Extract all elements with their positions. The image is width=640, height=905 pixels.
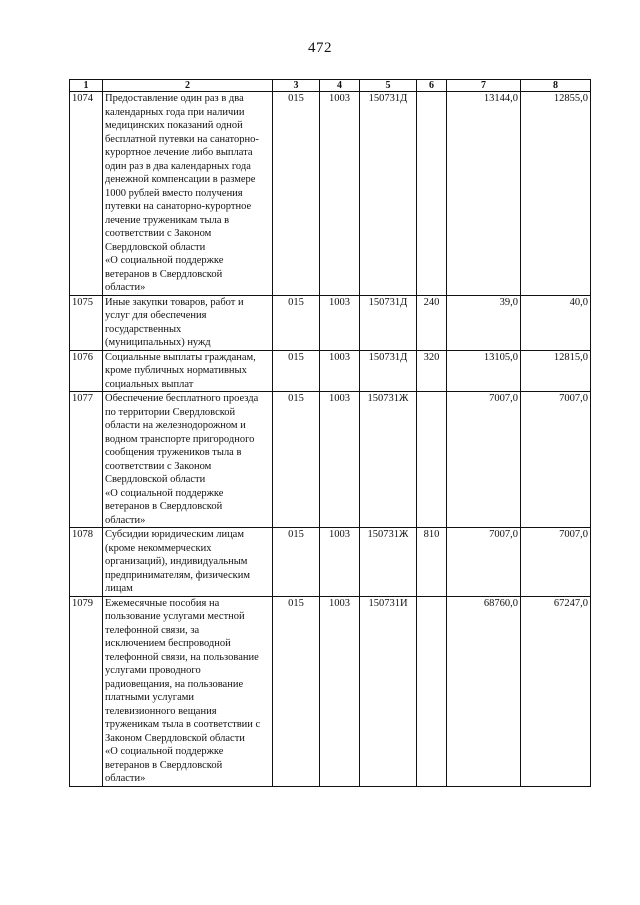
header-col-8: 8: [521, 80, 591, 92]
row-name: Обеспечение бесплатного проезда по территории Свердловской области на железнодорожном и водном транспорте пригородного сообщения тружеников тыла в соответствии с Законом Свердловской области «О социальной поддержке ветеранов в Свердловской области»: [103, 392, 273, 528]
table-row: [70, 350, 591, 392]
ministry-code: 015: [273, 295, 320, 350]
expense-type-code: [417, 392, 447, 528]
amount-col-8: 12855,0: [521, 92, 591, 296]
amount-col-7: 13144,0: [447, 92, 521, 296]
row-number: 1074: [70, 92, 103, 296]
table-row: [70, 392, 591, 528]
header-col-2: 2: [103, 80, 273, 92]
ministry-code: 015: [273, 528, 320, 597]
page-number: 472: [308, 40, 332, 56]
section-code: 1003: [320, 92, 360, 296]
table-row: [70, 528, 591, 597]
amount-col-7: 7007,0: [447, 528, 521, 597]
amount-col-7: 68760,0: [447, 596, 521, 786]
target-article-code: 150731И: [360, 596, 417, 786]
section-code: 1003: [320, 528, 360, 597]
header-col-5: 5: [360, 80, 417, 92]
row-name: Социальные выплаты гражданам, кроме публичных нормативных социальных выплат: [103, 350, 273, 392]
target-article-code: 150731Д: [360, 92, 417, 296]
amount-col-8: 40,0: [521, 295, 591, 350]
header-row: [70, 80, 591, 92]
expense-type-code: [417, 596, 447, 786]
expense-type-code: 240: [417, 295, 447, 350]
row-number: 1076: [70, 350, 103, 392]
amount-col-8: 7007,0: [521, 392, 591, 528]
header-col-4: 4: [320, 80, 360, 92]
row-number: 1079: [70, 596, 103, 786]
ministry-code: 015: [273, 350, 320, 392]
target-article-code: 150731Ж: [360, 528, 417, 597]
amount-col-8: 7007,0: [521, 528, 591, 597]
row-number: 1077: [70, 392, 103, 528]
amount-col-8: 12815,0: [521, 350, 591, 392]
row-name: Иные закупки товаров, работ и услуг для обеспечения государственных (муниципальных) нужд: [103, 295, 273, 350]
amount-col-7: 13105,0: [447, 350, 521, 392]
target-article-code: 150731Д: [360, 295, 417, 350]
table-row: [70, 596, 591, 786]
target-article-code: 150731Ж: [360, 392, 417, 528]
ministry-code: 015: [273, 392, 320, 528]
section-code: 1003: [320, 295, 360, 350]
expense-type-code: 320: [417, 350, 447, 392]
amount-col-8: 67247,0: [521, 596, 591, 786]
row-name: Ежемесячные пособия на пользование услугами местной телефонной связи, за исключением беспроводной телефонной связи, на пользование услугами проводного радиовещания, на пользование платными услугами телевизионного вещания труженикам тыла в соответствии с Законом Свердловской области «О социальной поддержке ветеранов в Свердловской области»: [103, 596, 273, 786]
expense-type-code: 810: [417, 528, 447, 597]
row-number: 1078: [70, 528, 103, 597]
budget-table: [69, 79, 591, 787]
header-col-7: 7: [447, 80, 521, 92]
header-col-3: 3: [273, 80, 320, 92]
expense-type-code: [417, 92, 447, 296]
section-code: 1003: [320, 392, 360, 528]
row-number: 1075: [70, 295, 103, 350]
header-col-1: 1: [70, 80, 103, 92]
table-row: [70, 295, 591, 350]
amount-col-7: 39,0: [447, 295, 521, 350]
row-name: Предоставление один раз в два календарных года при наличии медицинских показаний одной бесплатной путевки на санаторно- курортное лечение либо выплата один раз в два календарных года денежной компенсации в размере 1000 рублей вместо получения путевки на санаторно-курортное лечение труженикам тыла в соответствии с Законом Свердловской области «О социальной поддержке ветеранов в Свердловской области»: [103, 92, 273, 296]
section-code: 1003: [320, 350, 360, 392]
target-article-code: 150731Д: [360, 350, 417, 392]
section-code: 1003: [320, 596, 360, 786]
ministry-code: 015: [273, 92, 320, 296]
amount-col-7: 7007,0: [447, 392, 521, 528]
ministry-code: 015: [273, 596, 320, 786]
row-name: Субсидии юридическим лицам (кроме некоммерческих организаций), индивидуальным предпринимателям, физическим лицам: [103, 528, 273, 597]
table-row: [70, 92, 591, 296]
header-col-6: 6: [417, 80, 447, 92]
